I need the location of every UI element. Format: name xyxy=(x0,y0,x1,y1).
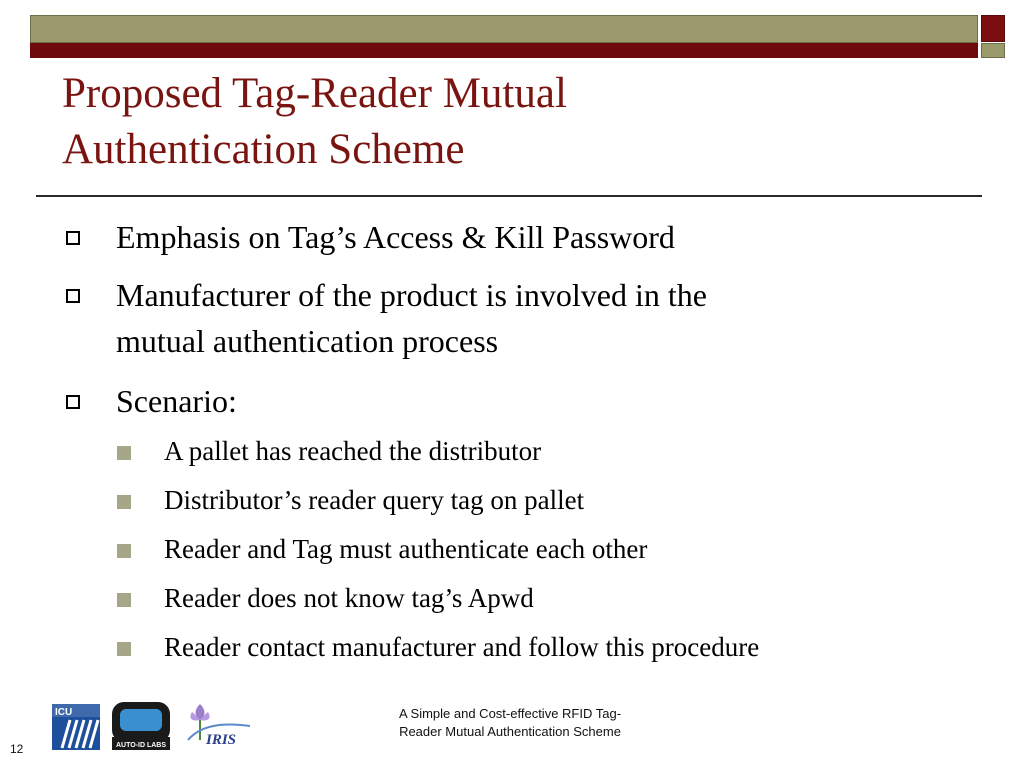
sub-bullet-1-text: A pallet has reached the distributor xyxy=(164,436,542,466)
sub-bullet-5-text: Reader contact manufacturer and follow this procedure xyxy=(164,632,760,662)
filled-square-bullet-icon xyxy=(117,495,131,509)
sub-bullet-4-text: Reader does not know tag’s Apwd xyxy=(164,583,534,613)
header-square-olive xyxy=(981,43,1005,58)
filled-square-bullet-icon xyxy=(117,593,131,607)
bullet-2-text-line-1: Manufacturer of the product is involved in the xyxy=(116,277,707,313)
footer-line-2: Reader Mutual Authentication Scheme xyxy=(399,724,621,739)
slide-number: 12 xyxy=(10,742,24,756)
bullet-3-text: Scenario: xyxy=(116,383,237,419)
iris-logo-text: IRIS xyxy=(206,732,237,748)
auto-id-labs-logo-icon xyxy=(110,700,172,752)
header-square-maroon xyxy=(981,15,1005,42)
title-divider xyxy=(36,195,982,197)
filled-square-bullet-icon xyxy=(117,544,131,558)
bullet-1-text: Emphasis on Tag’s Access & Kill Password xyxy=(116,219,675,255)
slide-title-line-2: Authentication Scheme xyxy=(62,126,465,173)
icu-logo-icon xyxy=(52,704,100,750)
hollow-square-bullet-icon xyxy=(66,395,80,409)
footer-caption xyxy=(330,705,690,741)
auto-id-logo-text: AUTO-ID LABS xyxy=(115,742,167,749)
header-bar-olive xyxy=(30,15,978,43)
filled-square-bullet-icon xyxy=(117,446,131,460)
footer-line-1: A Simple and Cost-effective RFID Tag- xyxy=(398,706,622,721)
hollow-square-bullet-icon xyxy=(66,289,80,303)
sub-bullet-2-text: Distributor’s reader query tag on pallet xyxy=(164,485,585,515)
bullet-2-text-line-2: mutual authentication process xyxy=(116,323,499,359)
filled-square-bullet-icon xyxy=(117,642,131,656)
iris-logo-icon xyxy=(180,700,254,748)
header-bar-maroon xyxy=(30,43,978,58)
sub-bullet-3-text: Reader and Tag must authenticate each other xyxy=(164,534,648,564)
slide-title-line-1: Proposed Tag-Reader Mutual xyxy=(62,70,567,117)
icu-logo-text: ICU xyxy=(55,707,73,718)
hollow-square-bullet-icon xyxy=(66,231,80,245)
slide-title xyxy=(62,66,962,178)
